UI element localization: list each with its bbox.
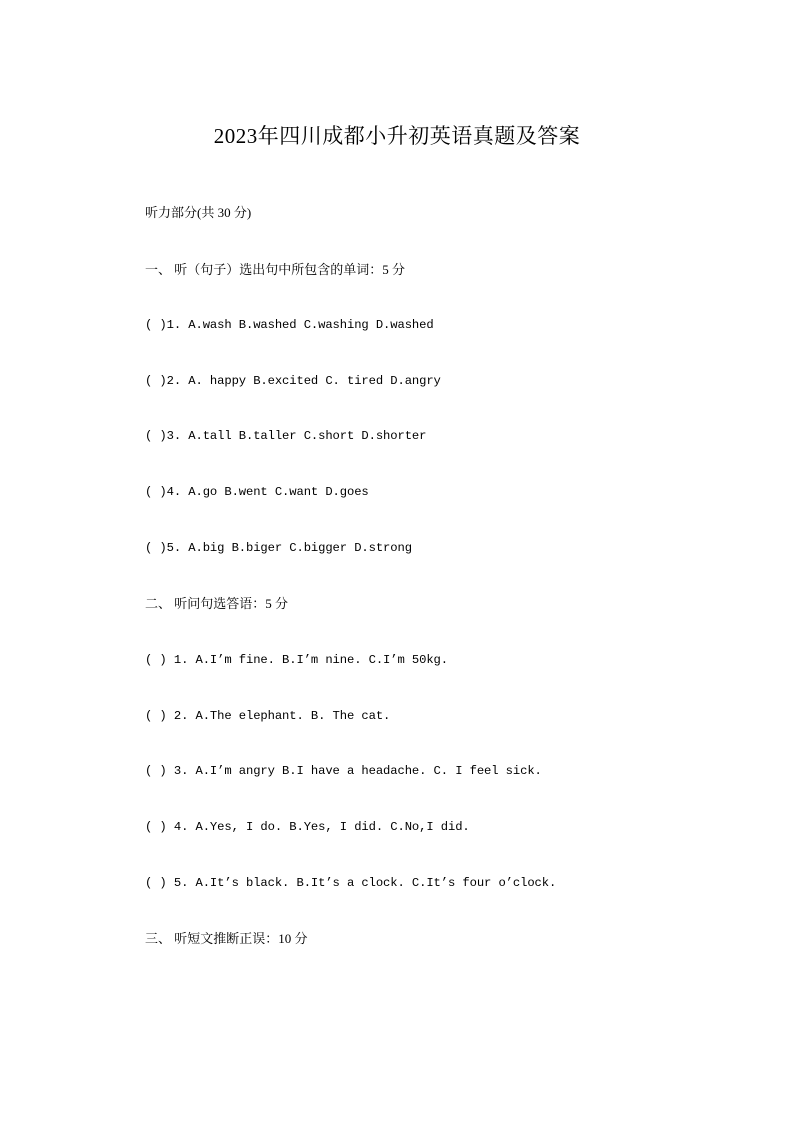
- spacer: [145, 612, 665, 653]
- question-item: ( ) 2. A.The elephant. B. The cat.: [145, 708, 391, 723]
- spacer: [145, 388, 665, 429]
- spacer: [145, 723, 665, 764]
- spacer: [145, 835, 665, 876]
- question-group-3-heading: 三、 听短文推断正误：10 分: [145, 931, 308, 947]
- question-item: ( ) 3. A.I’m angry B.I have a headache. C. I feel sick.: [145, 764, 542, 779]
- spacer: [145, 333, 665, 374]
- spacer: [145, 221, 665, 262]
- spacer: [145, 668, 665, 709]
- question-item: ( )2. A. happy B.excited C. tired D.angry: [145, 373, 441, 388]
- spacer: [145, 890, 665, 931]
- question-item: ( ) 4. A.Yes, I do. B.Yes, I did. C.No,I did.: [145, 819, 470, 834]
- question-item: ( )3. A.tall B.taller C.short D.shorter: [145, 429, 427, 444]
- document-body: [145, 205, 665, 947]
- question-item: ( ) 5. A.It’s black. B.It’s a clock. C.It’s four o’clock.: [145, 875, 557, 890]
- question-group-1-heading: 一、 听（句子）选出句中所包含的单词：5 分: [145, 261, 406, 277]
- section-heading-listening: 听力部分(共 30 分): [145, 205, 252, 220]
- spacer: [145, 555, 665, 596]
- spacer: [145, 779, 665, 820]
- question-item: ( )1. A.wash B.washed C.washing D.washed: [145, 318, 434, 333]
- spacer: [145, 277, 665, 318]
- question-group-2-heading: 二、 听问句选答语：5 分: [145, 596, 289, 612]
- question-item: ( ) 1. A.I’m fine. B.I’m nine. C.I’m 50kg.: [145, 652, 448, 667]
- question-item: ( )5. A.big B.biger C.bigger D.strong: [145, 540, 412, 555]
- spacer: [145, 444, 665, 485]
- question-item: ( )4. A.go B.went C.want D.goes: [145, 485, 369, 500]
- spacer: [145, 500, 665, 541]
- page-title: 2023年四川成都小升初英语真题及答案: [213, 124, 581, 148]
